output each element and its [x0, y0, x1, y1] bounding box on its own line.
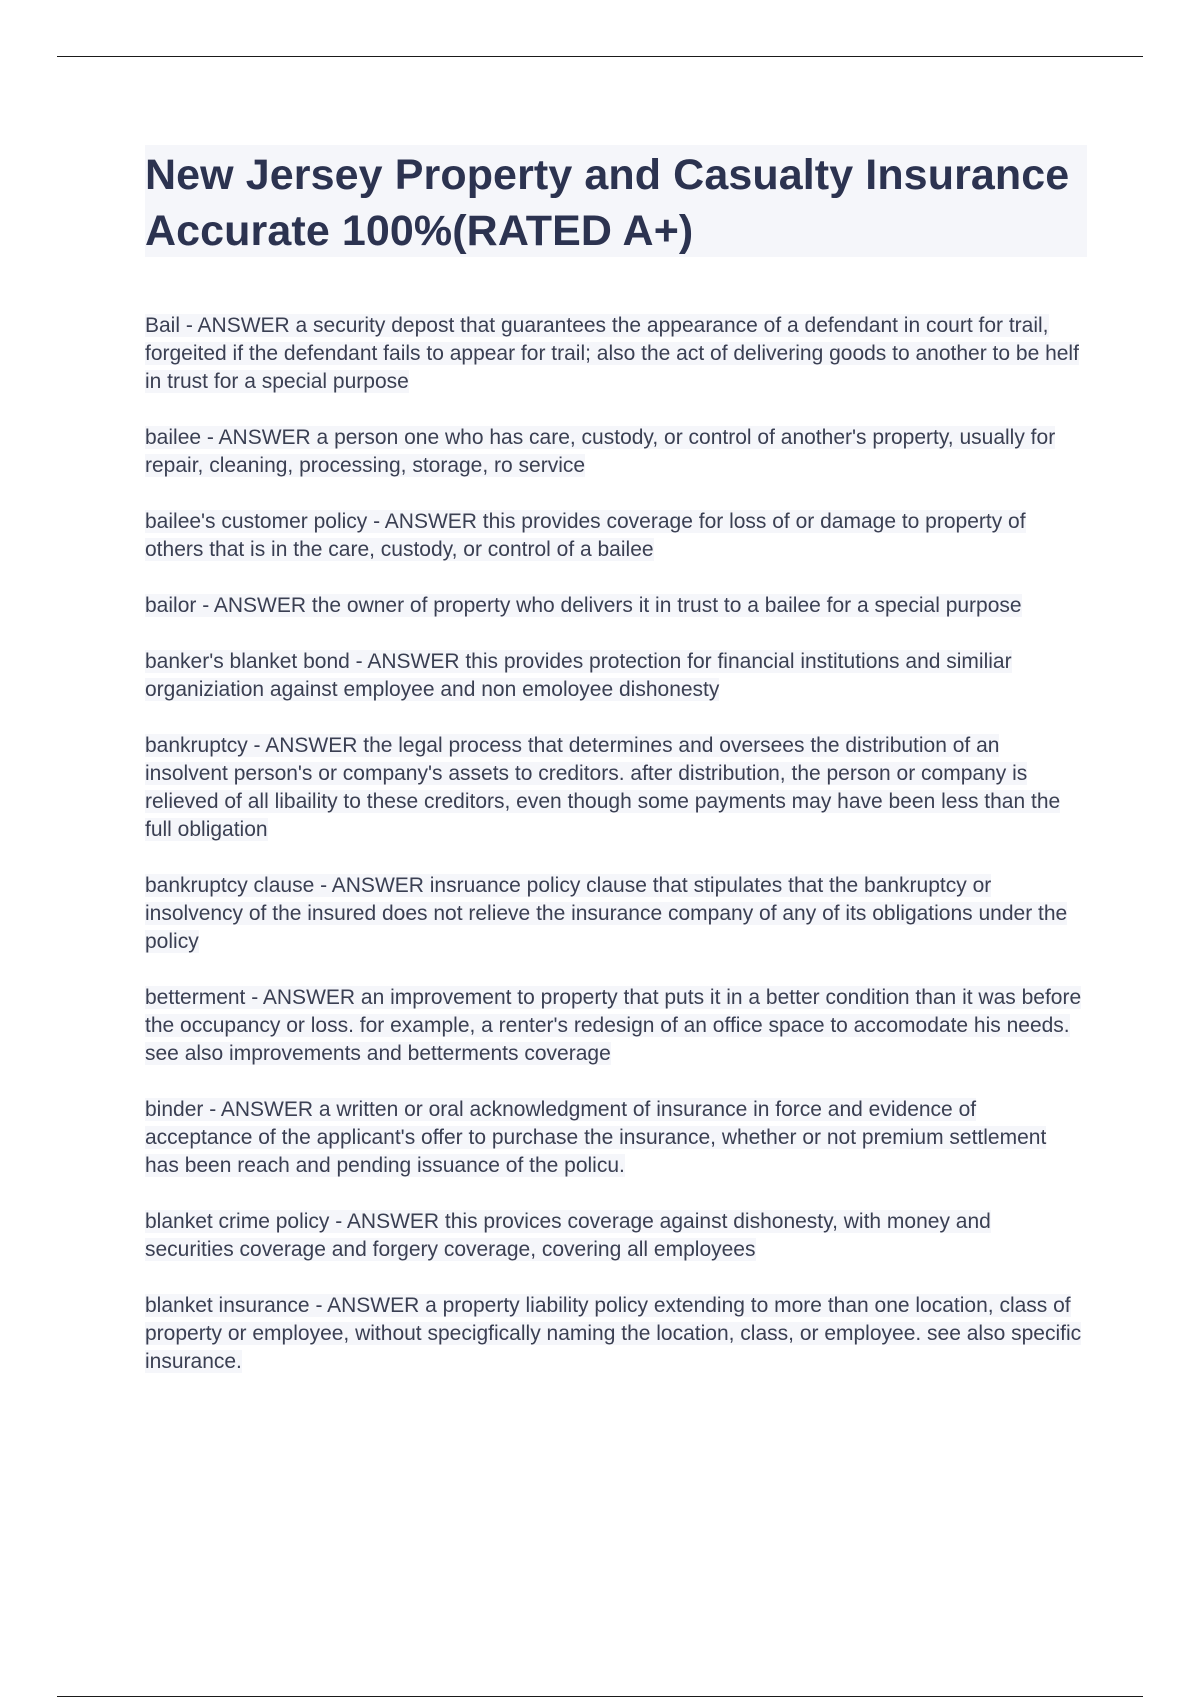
glossary-entry: [145, 592, 1085, 620]
glossary-entry: [145, 732, 1085, 844]
glossary-entry-text: bailee - ANSWER a person one who has care, custody, or control of another's property, usually for repair, cleaning, processing, storage, ro service: [145, 426, 1056, 477]
glossary-list: [145, 312, 1085, 1404]
glossary-entry-text: binder - ANSWER a written or oral acknowledgment of insurance in force and evidence of acceptance of the applicant's offer to purchase the insurance, whether or not premium settlement has been reach and pending issuance of the policu.: [145, 1098, 1047, 1177]
glossary-entry: [145, 1208, 1085, 1264]
glossary-entry-text: bankruptcy clause - ANSWER insruance policy clause that stipulates that the bankruptcy or insolvency of the insured does not relieve the insurance company of any of its obligations under the policy: [145, 874, 1068, 953]
glossary-entry-text: blanket insurance - ANSWER a property liability policy extending to more than one location, class of property or employee, without specigfically naming the location, class, or employee. see also specific insurance.: [145, 1294, 1082, 1373]
glossary-entry-text: banker's blanket bond - ANSWER this provides protection for financial institutions and similiar organiziation against employee and non emoloyee dishonesty: [145, 650, 1012, 701]
header-rule: [57, 56, 1143, 57]
glossary-entry-text: bailor - ANSWER the owner of property who delivers it in trust to a bailee for a special purpose: [145, 594, 1022, 617]
glossary-entry: [145, 508, 1085, 564]
footer-rule: [57, 1696, 1143, 1697]
glossary-entry: [145, 1096, 1085, 1180]
glossary-entry-text: betterment - ANSWER an improvement to property that puts it in a better condition than it was before the occupancy or loss. for example, a renter's redesign of an office space to accomodate his needs. see also improvements and betterments coverage: [145, 986, 1082, 1065]
glossary-entry: [145, 312, 1085, 396]
glossary-entry: [145, 424, 1085, 480]
glossary-entry: [145, 872, 1085, 956]
glossary-entry-text: bankruptcy - ANSWER the legal process that determines and oversees the distribution of an insolvent person's or company's assets to creditors. after distribution, the person or company is relieved of all libaility to these creditors, even though some payments may have been less than the full obligation: [145, 734, 1061, 841]
glossary-entry: [145, 1292, 1085, 1376]
glossary-entry: [145, 984, 1085, 1068]
glossary-entry: [145, 648, 1085, 704]
glossary-entry-text: Bail - ANSWER a security depost that guarantees the appearance of a defendant in court for trail, forgeited if the defendant fails to appear for trail; also the act of delivering goods to another to be helf in trust for a special purpose: [145, 314, 1079, 393]
title-block: [145, 145, 1087, 257]
glossary-entry-text: bailee's customer policy - ANSWER this provides coverage for loss of or damage to property of others that is in the care, custody, or control of a bailee: [145, 510, 1026, 561]
glossary-entry-text: blanket crime policy - ANSWER this provices coverage against dishonesty, with money and securities coverage and forgery coverage, covering all employees: [145, 1210, 991, 1261]
document-title: New Jersey Property and Casualty Insurance Accurate 100%(RATED A+): [145, 151, 1070, 255]
